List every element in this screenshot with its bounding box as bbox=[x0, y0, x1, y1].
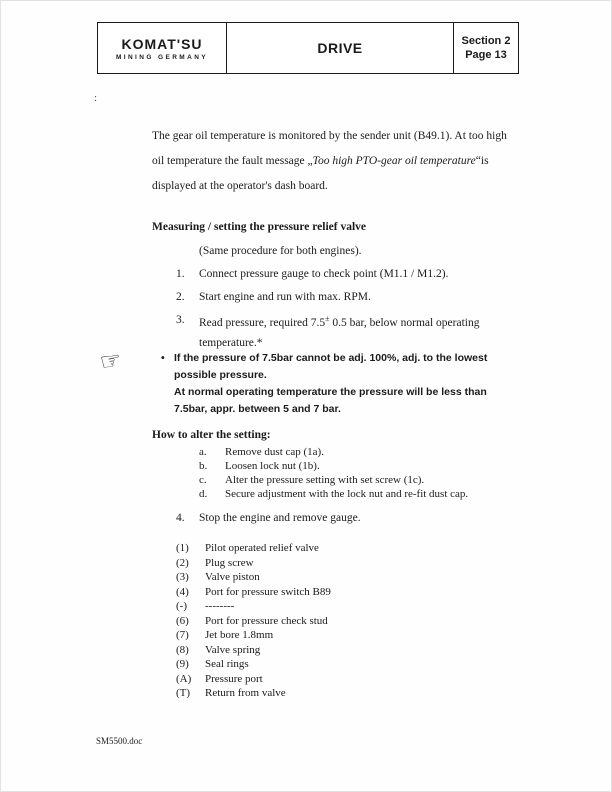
part-label: (3) bbox=[176, 571, 189, 583]
pointing-hand-icon: ☞ bbox=[97, 345, 124, 377]
part-label: (8) bbox=[176, 643, 189, 656]
list-item bbox=[176, 614, 331, 629]
header-page-cell bbox=[454, 23, 518, 73]
part-label: (T) bbox=[176, 687, 191, 699]
note-block bbox=[161, 350, 487, 418]
part-text: Return from valve bbox=[205, 687, 286, 699]
list-item bbox=[176, 556, 331, 571]
intro-text: oil temperature the fault message „ bbox=[152, 155, 313, 167]
step-2 bbox=[176, 291, 371, 303]
step-text-part: 0.5 bar, below normal operating bbox=[329, 316, 480, 329]
list-item bbox=[176, 585, 331, 600]
part-label: (7) bbox=[176, 629, 189, 641]
part-text: Valve piston bbox=[205, 571, 260, 583]
note-line-4: 7.5bar, appr. between 5 and 7 bar. bbox=[174, 403, 341, 415]
step-number: 3. bbox=[176, 314, 185, 326]
header-logo-cell bbox=[98, 23, 227, 73]
item-label: b. bbox=[199, 460, 208, 472]
intro-paragraph bbox=[152, 124, 507, 199]
step-text: Stop the engine and remove gauge. bbox=[199, 512, 361, 524]
step-text: Start engine and run with max. RPM. bbox=[199, 291, 371, 303]
note-text: If the pressure of 7.5bar cannot be adj. 100%, adj. to the lowest bbox=[174, 352, 488, 364]
part-text: Plug screw bbox=[205, 556, 254, 569]
list-item bbox=[176, 686, 331, 701]
list-item bbox=[176, 570, 331, 585]
item-label: d. bbox=[199, 488, 208, 500]
plus-minus-sign: ± bbox=[325, 314, 330, 323]
list-item bbox=[176, 599, 331, 614]
list-item bbox=[199, 487, 468, 501]
bullet-icon: • bbox=[161, 352, 165, 364]
part-label: (4) bbox=[176, 585, 189, 598]
step-1 bbox=[176, 268, 448, 280]
list-item bbox=[176, 628, 331, 643]
komatsu-logo: KOMAT'SU bbox=[121, 35, 203, 52]
intro-line-3: displayed at the operator's dash board. bbox=[152, 180, 328, 192]
list-item bbox=[199, 459, 468, 473]
step-text: Connect pressure gauge to check point (M1.1 / M1.2). bbox=[199, 268, 449, 280]
section-label: Section 2 bbox=[461, 35, 511, 47]
part-text: Jet bore 1.8mm bbox=[205, 629, 274, 641]
step-number: 2. bbox=[176, 291, 185, 303]
step-number: 4. bbox=[176, 512, 185, 524]
part-text: -------- bbox=[205, 600, 235, 612]
list-item bbox=[199, 473, 468, 487]
item-text: Alter the pressure setting with set screw (1c). bbox=[225, 474, 425, 486]
list-item bbox=[176, 643, 331, 658]
part-label: (A) bbox=[176, 672, 192, 685]
komatsu-logo-subtitle: MINING GERMANY bbox=[115, 53, 209, 61]
step-number: 1. bbox=[176, 268, 185, 280]
list-item bbox=[199, 445, 468, 459]
item-text: Loosen lock nut (1b). bbox=[225, 460, 320, 472]
intro-text: “is bbox=[475, 155, 489, 167]
document-title: DRIVE bbox=[227, 23, 454, 73]
parts-list bbox=[176, 541, 331, 701]
part-label: (-) bbox=[176, 600, 187, 612]
howto-list bbox=[199, 445, 468, 501]
part-label: (9) bbox=[176, 658, 189, 670]
note-line-1 bbox=[161, 350, 487, 367]
measuring-subheading: (Same procedure for both engines). bbox=[199, 245, 362, 257]
part-label: (2) bbox=[176, 556, 189, 569]
item-label: c. bbox=[199, 474, 207, 486]
part-label: (6) bbox=[176, 614, 189, 627]
list-item bbox=[176, 672, 331, 687]
intro-line-1: The gear oil temperature is monitored by the sender unit (B49.1). At too high bbox=[152, 130, 507, 142]
note-line-2: possible pressure. bbox=[174, 369, 267, 381]
item-text: Secure adjustment with the lock nut and re-fit dust cap. bbox=[225, 488, 469, 500]
step-3 bbox=[176, 314, 480, 329]
footer-filename: SM5500.doc bbox=[96, 736, 143, 746]
part-text: Seal rings bbox=[205, 658, 249, 670]
list-item bbox=[176, 541, 331, 556]
item-label: a. bbox=[199, 446, 207, 458]
fault-message-text: Too high PTO-gear oil temperature bbox=[312, 155, 476, 167]
part-text: Valve spring bbox=[205, 643, 261, 656]
howto-heading: How to alter the setting: bbox=[152, 429, 271, 441]
header bbox=[97, 22, 519, 74]
intro-line-2 bbox=[152, 149, 507, 174]
part-text: Port for pressure check stud bbox=[205, 614, 328, 627]
part-text: Pressure port bbox=[205, 672, 263, 685]
scan-artifact: : bbox=[94, 92, 98, 104]
part-label: (1) bbox=[176, 542, 189, 554]
step-text-part: Read pressure, required 7.5 bbox=[199, 316, 326, 329]
measuring-heading: Measuring / setting the pressure relief valve bbox=[152, 221, 366, 233]
part-text: Pilot operated relief valve bbox=[205, 542, 319, 554]
page-number-label: Page 13 bbox=[465, 49, 507, 61]
part-text: Port for pressure switch B89 bbox=[205, 585, 331, 598]
note-line-3: At normal operating temperature the pressure will be less than bbox=[174, 386, 487, 398]
list-item bbox=[176, 657, 331, 672]
step-text bbox=[199, 314, 480, 329]
item-text: Remove dust cap (1a). bbox=[225, 446, 324, 458]
step-4 bbox=[176, 512, 361, 524]
step-3-continuation: temperature.* bbox=[199, 337, 263, 349]
